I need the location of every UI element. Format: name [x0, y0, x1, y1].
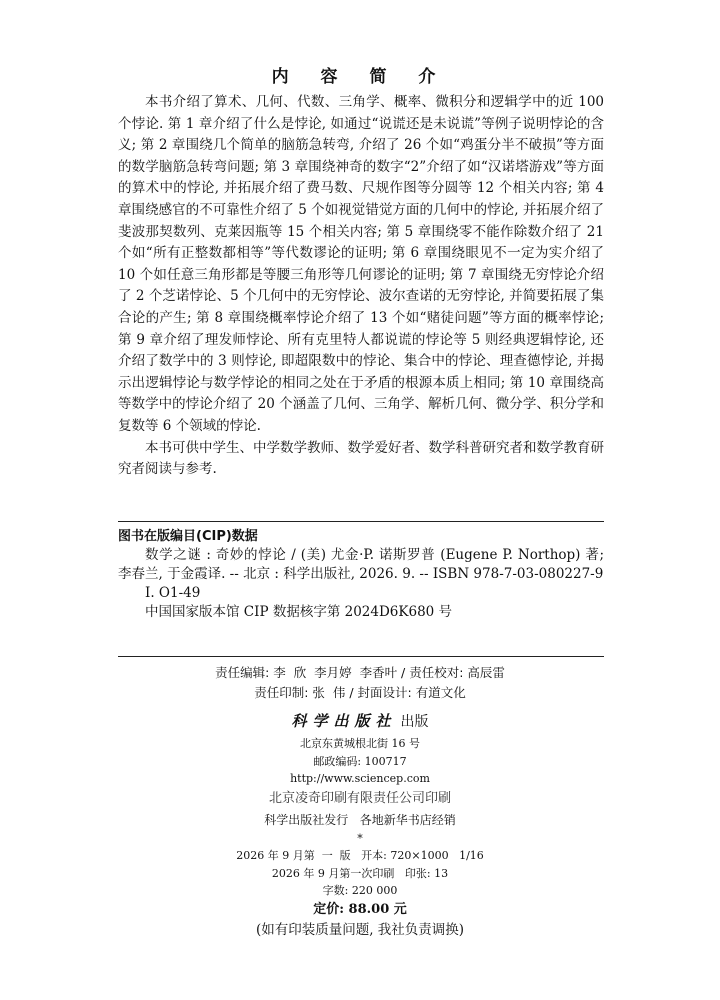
- summary-paragraph-1: 本书介绍了算术、几何、代数、三角学、概率、微积分和逻辑学中的近 100 个悖论. 第 1 章介绍了什么是悖论, 如通过“说谎还是未说谎”等例子说明悖论的含义; 第 2 章围绕几个简单的脑筋急转弯, 介绍了 26 个如“鸡蛋分半不破损”等方面的数学脑筋急转弯问题; 第 3 章围绕神奇的数字“2”介绍了如“汉诺塔游戏”等方面的算术中的悖论, 并拓展介绍了费马数、尺规作图等分圆等 12 个相关内容; 第 4 章围绕感官的不可靠性介绍了 5 个如视觉错觉方面的几何中的悖论, 并拓展介绍了斐波那契数列、克莱因瓶等 15 个相关内容; 第 5 章围绕零不能作除数介绍了 21 个如“所有正整数都相等”等代数谬论的证明; 第 6 章围绕眼见不一定为实介绍了 10 个如任意三角形都是等腰三角形等几何谬论的证明; 第 7 章围绕无穷悖论介绍了 2 个芝诺悖论、5 个几何中的无穷悖论、波尔查诺的无穷悖论, 并简要拓展了集合论的产生; 第 8 章围绕概率悖论介绍了 13 个如“赌徒问题”等方面的概率悖论; 第 9 章介绍了理发师悖论、所有克里特人都说谎的悖论等 5 则经典逻辑悖论, 还介绍了数学中的 3 则悖论, 即超限数中的悖论、集合中的悖论、理查德悖论, 并揭示出逻辑悖论与数学悖论的相同之处在于矛盾的根源本质上相同; 第 10 章围绕高等数学中的悖论介绍了 20 个涵盖了几何、三角学、解析几何、微分学、积分学和复数等 6 个领域的悖论.: [118, 94, 604, 434]
- credits-editors: 责任编辑: 李 欣 李月婷 李香叶 / 责任校对: 高辰雷: [215, 665, 505, 680]
- publisher-suffix: 出版: [400, 714, 429, 730]
- editorial-credits: [0, 663, 720, 703]
- printer: 北京凌奇印刷有限责任公司印刷: [268, 790, 451, 806]
- page-title: 内 容 简 介: [271, 67, 449, 87]
- cip-bottom-divider: [118, 656, 604, 657]
- cip-classification: Ⅰ. O1-49: [145, 585, 201, 601]
- publisher-url: http://www.sciencep.com: [290, 772, 430, 785]
- printing-info: 2026 年 9 月第一次印刷 印张: 13: [271, 866, 449, 880]
- edition-info: 2026 年 9 月第 一 版 开本: 720×1000 1/16: [236, 849, 484, 862]
- publisher-address: 北京东黄城根北街 16 号: [300, 737, 420, 750]
- content-summary: [118, 92, 604, 481]
- cip-top-divider: [118, 521, 604, 522]
- cip-section: [118, 527, 604, 622]
- summary-paragraph-2: 本书可供中学生、中学数学教师、数学爱好者、数学科普研究者和数学教育研究者阅读与参考.: [118, 439, 604, 478]
- cip-description: 数学之谜 : 奇妙的悖论 / (美) 尤金·P. 诺斯罗普 (Eugene P. Northop) 著; 李春兰, 于金霞译. -- 北京 : 科学出版社, 2026. 9. -- ISBN 978-7-03-080227-9: [118, 547, 604, 582]
- distribution: 科学出版社发行 各地新华书店经销: [264, 812, 456, 827]
- publisher-line: [0, 710, 720, 731]
- cip-record-number: 中国国家版本馆 CIP 数据核字第 2024D6K680 号: [145, 604, 453, 620]
- colophon: [0, 735, 720, 940]
- postcode: 邮政编码: 100717: [313, 754, 407, 768]
- publisher-logo: 科学出版社: [291, 712, 397, 730]
- price: 定价: 88.00 元: [313, 901, 407, 917]
- credits-production: 责任印制: 张 伟 / 封面设计: 有道文化: [254, 685, 466, 700]
- word-count: 字数: 220 000: [322, 884, 398, 897]
- cip-heading: 图书在版编目(CIP)数据: [118, 529, 258, 544]
- quality-note: (如有印装质量问题, 我社负责调换): [255, 921, 465, 938]
- separator-star: *: [357, 831, 363, 845]
